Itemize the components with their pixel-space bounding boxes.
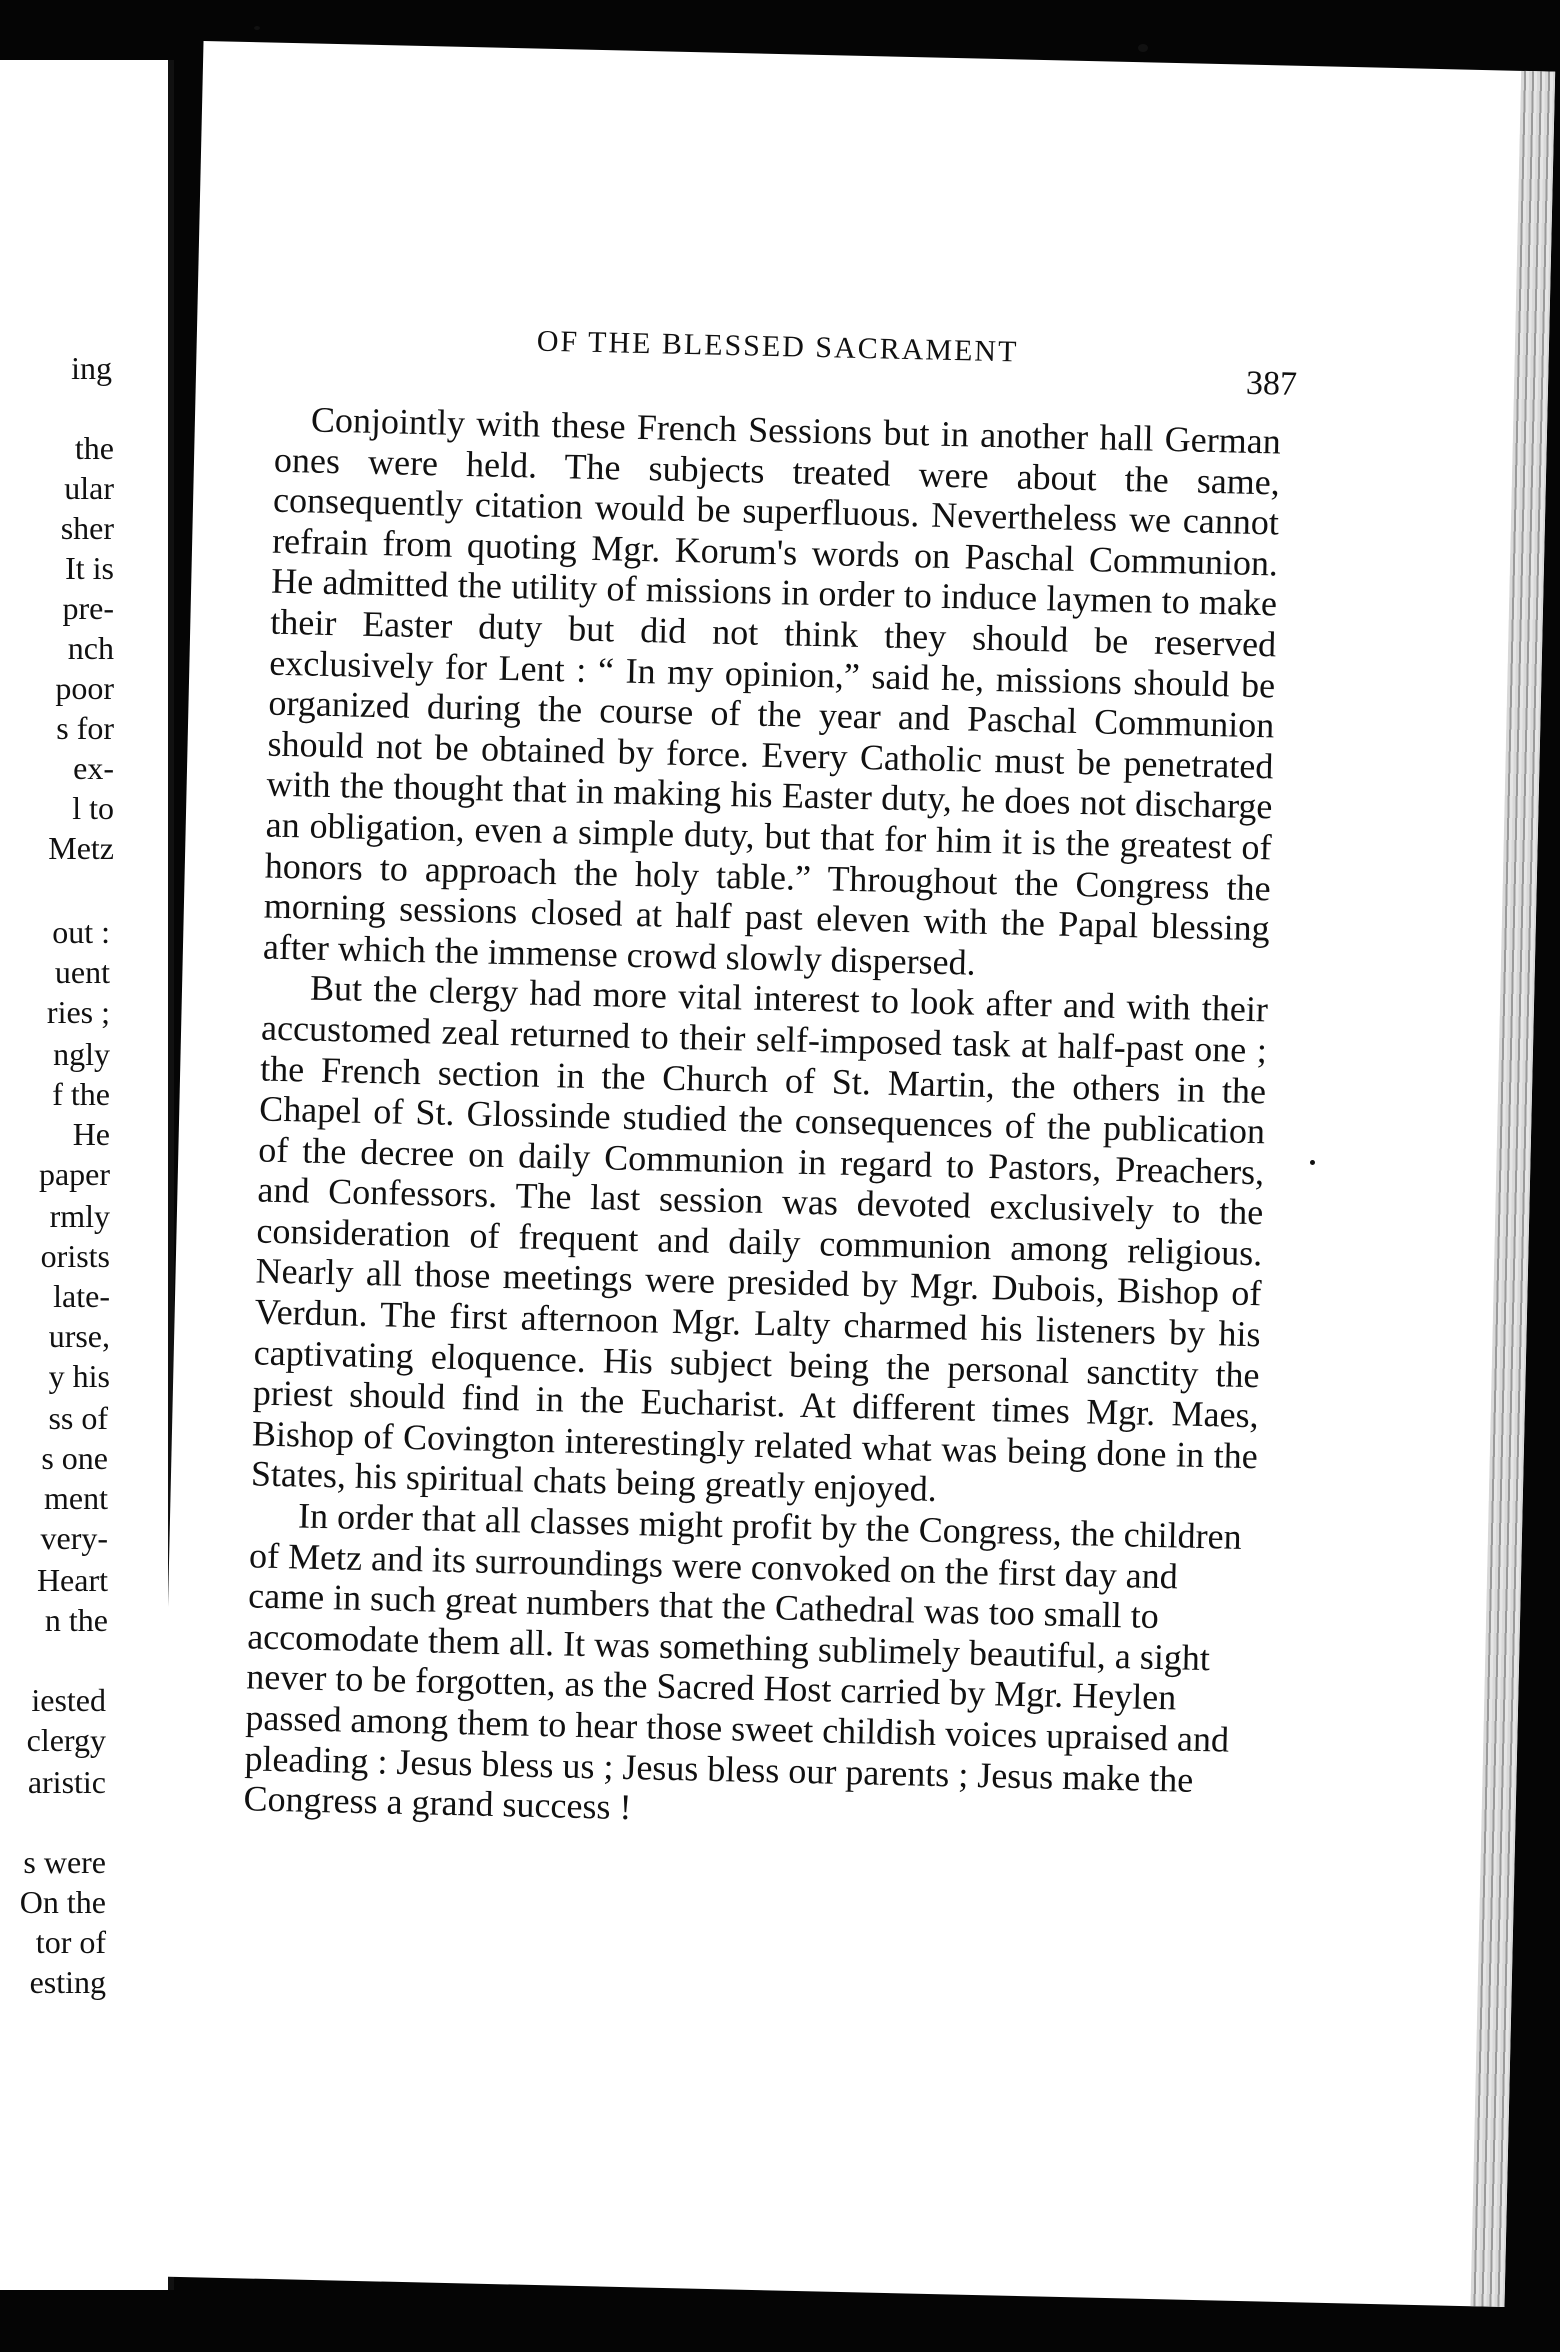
paragraph-clergy-sessions: But the clergy had more vital interest to look after and with their accustomed zeal returned to their self-imposed task at half-past one ; the French section in the Church of St. Martin, the others in the Chapel of St. Glossinde studied the consequences of the publication of the decree on daily Communion in regard to Pastors, Preachers, and Confessors. The last session was devoted exclusively to the consideration of frequent and daily communion among religious. Nearly all those meetings were presided by Mgr. Dubois, Bishop of Verdun. The first afternoon Mgr. Lalty charmed his listeners by his captivating eloquence. His subject being the personal sanctity the priest should find in the Eucharist. At different times Mgr. Maes, Bishop of Covington interestingly related what was being done in the States, his spiritual chats being greatly enjoyed. xyxy=(250,967,1269,1510)
left-page-fragment: n the xyxy=(44,1602,108,1638)
left-page-fragment: the xyxy=(74,430,114,466)
left-page-fragment: orists xyxy=(40,1238,110,1274)
page-number: 387 xyxy=(1245,364,1298,403)
left-page-fragment: paper xyxy=(38,1156,110,1192)
left-page-fragment: ries ; xyxy=(46,994,110,1030)
left-page-fragment: ing xyxy=(71,350,112,386)
left-page-fragment: late- xyxy=(53,1278,110,1314)
running-head: OF THE BLESSED SACRAMENT xyxy=(536,324,1019,369)
scan-speck xyxy=(1310,1160,1315,1165)
left-page-fragment: It is xyxy=(65,550,114,586)
left-page-fragment: He xyxy=(72,1116,110,1152)
left-facing-page xyxy=(0,60,174,2290)
left-page-fragment: Heart xyxy=(36,1562,108,1598)
left-page-fragment: sher xyxy=(60,510,114,546)
scan-speck xyxy=(1138,44,1148,52)
body-text xyxy=(243,399,1281,1842)
left-page-fragment: ngly xyxy=(53,1036,110,1072)
left-page-fragment: out : xyxy=(52,914,110,950)
left-page-fragment: esting xyxy=(29,1964,106,2000)
left-page-fragment: rmly xyxy=(49,1198,110,1234)
left-page-fragment: uent xyxy=(54,954,110,990)
left-page-fragment: very- xyxy=(40,1520,108,1556)
left-page-fragment: ular xyxy=(64,470,114,506)
left-page-fragment: nch xyxy=(67,630,114,666)
left-page-fragment: l to xyxy=(72,790,114,826)
left-page-fragment: urse, xyxy=(48,1318,110,1354)
left-page-fragment: iested xyxy=(31,1682,106,1718)
left-page-fragment: poor xyxy=(55,670,114,706)
left-page-fragment: clergy xyxy=(26,1722,106,1758)
left-page-fragment: tor of xyxy=(35,1924,106,1960)
left-page-fragment: pre- xyxy=(62,590,114,626)
paragraph-children-of-metz: In order that all classes might profit by the Congress, the children of Metz and its surroundings were convoked on the first day and came in such great numbers that the Cathedral was too small to accomodate them all. It was something sublimely beautiful, a sight never to be forgotten, as the Sacred Host carried by Mgr. Heylen passed among them to hear those sweet childish voices upraised and pleading : Jesus bless us ; Jesus bless our parents ; Jesus make the Congress a grand success ! xyxy=(243,1495,1243,1828)
left-page-fragment: On the xyxy=(19,1884,106,1920)
paragraph-congress-german-sessions: Conjointly with these French Sessions but in another hall German ones were held. The subjects treated were about the same, consequently citation would be superfluous. Nevertheless we cannot refrain from quoting Mgr. Korum's words on Paschal Communion. He admitted the utility of missions in order to induce laymen to make their Easter duty but did not think they should be reserved exclusively for Lent : “ In my opinion,” said he, missions should be organized during the course of the year and Paschal Communion should not be obtained by force. Every Catholic must be penetrated with the thought that in making his Easter duty, he does not discharge an obligation, even a simple duty, but that for him it is the greatest of honors to approach the holy table.” Throughout the Congress the morning sessions closed at half past eleven with the Papal blessing after which the immense crowd slowly dispersed. xyxy=(262,399,1282,983)
left-page-fragment: ment xyxy=(44,1480,108,1516)
left-page-fragment: y his xyxy=(48,1358,110,1394)
left-page-fragment: ex- xyxy=(73,750,114,786)
left-page-fragment: f the xyxy=(52,1076,110,1112)
scan-speck xyxy=(254,26,260,30)
left-page-fragment: s for xyxy=(56,710,114,746)
left-page-fragment: ss of xyxy=(48,1400,108,1436)
book-page xyxy=(153,41,1555,2307)
left-page-fragment: s one xyxy=(41,1440,108,1476)
left-page-fragment: s were xyxy=(23,1844,106,1880)
left-page-fragment: aristic xyxy=(27,1764,106,1800)
left-page-fragment: Metz xyxy=(48,830,114,866)
page-edge xyxy=(1470,71,1555,2307)
